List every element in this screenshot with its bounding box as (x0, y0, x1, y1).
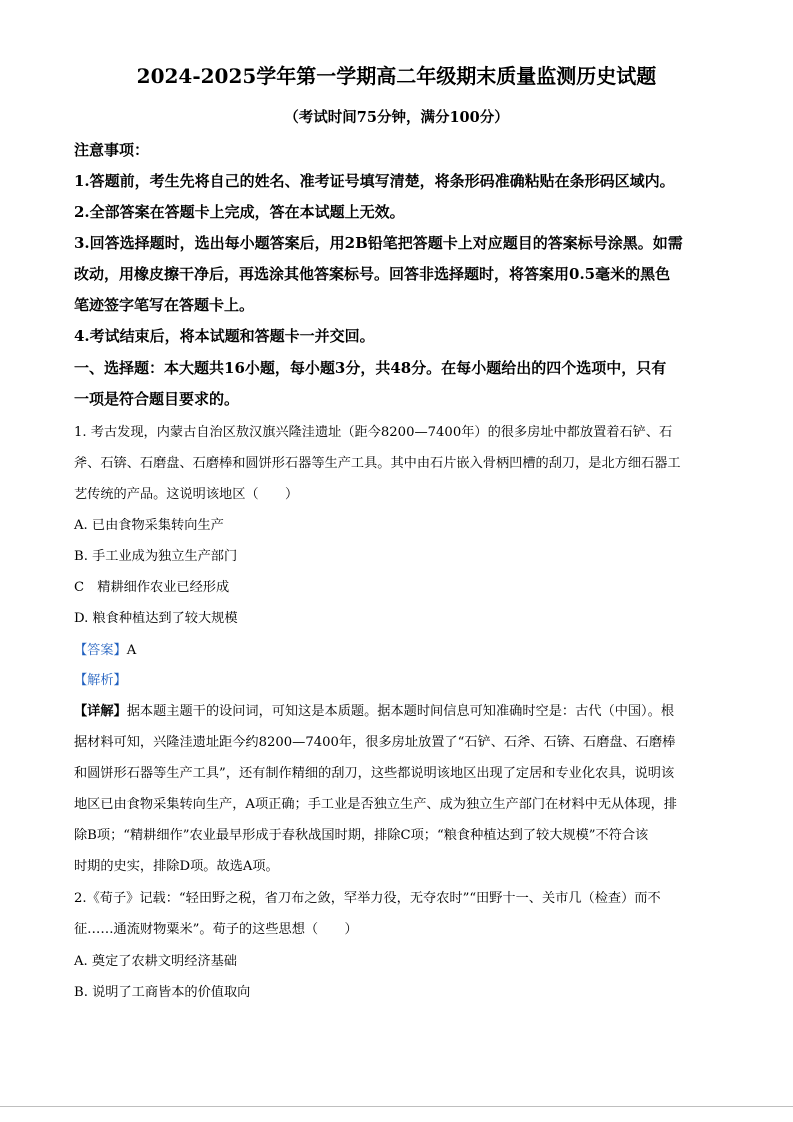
q1-detail-line-4: 地区已由食物采集转向生产，A项正确；手工业是否独立生产、成为独立生产部门在材料中无从体现，排 (74, 797, 677, 812)
note-3-line-1: 3.回答选择题时，选出每小题答案后，用2B铅笔把答题卡上对应题目的答案标号涂黑。如需 (74, 234, 683, 252)
detail-tag: 【详解】 (74, 704, 127, 719)
q1-stem-line-3: 艺传统的产品。这说明该地区（ ） (74, 487, 299, 502)
q1-option-a: A. 已由食物采集转向生产 (74, 518, 224, 533)
q1-detail-line-1 (74, 700, 674, 719)
answer-tag: 【答案】 (74, 643, 127, 658)
note-2: 2.全部答案在答题卡上完成，答在本试题上无效。 (74, 203, 405, 221)
q1-detail-line-6: 时期的史实，排除D项。故选A项。 (74, 859, 279, 874)
detail-text: 据本题主题干的设问词，可知这是本质题。据本题时间信息可知准确时空是：古代（中国）。根 (126, 704, 675, 719)
q1-stem-line-1: 1. 考古发现，内蒙古自治区敖汉旗兴隆洼遗址（距今8200—7400年）的很多房址中都放置着石铲、石 (74, 425, 673, 440)
q1-option-d: D. 粮食种植达到了较大规模 (74, 611, 238, 626)
q2-stem-line-2: 征……通流财物粟米”。荀子的这些思想（ ） (74, 922, 358, 937)
section-heading-line-2: 一项是符合题目要求的。 (74, 390, 240, 408)
q1-option-c: C 精耕细作农业已经形成 (74, 580, 230, 595)
exam-info: （考试时间75分钟，满分100分） (284, 109, 509, 126)
answer-value: A (126, 643, 137, 658)
note-3-line-2: 改动，用橡皮擦干净后，再选涂其他答案标号。回答非选择题时，将答案用0.5毫米的黑色 (74, 265, 671, 283)
q1-stem-line-2: 斧、石锛、石磨盘、石磨棒和圆饼形石器等生产工具。其中由石片嵌入骨柄凹槽的刮刀，是北方细石器工 (74, 456, 681, 471)
notes-heading: 注意事项： (74, 141, 150, 159)
q1-detail-line-5: 除B项；“精耕细作”农业最早形成于春秋战国时期，排除C项；“粮食种植达到了较大规模”不符合该 (74, 828, 649, 843)
analysis-tag: 【解析】 (74, 673, 127, 688)
q2-option-a: A. 奠定了农耕文明经济基础 (74, 954, 237, 969)
page-title: 2024-2025学年第一学期高二年级期末质量监测历史试题 (136, 64, 657, 88)
section-heading-line-1: 一、选择题：本大题共16小题，每小题3分，共48分。在每小题给出的四个选项中，只有 (74, 359, 667, 377)
note-1: 1.答题前，考生先将自己的姓名、准考证号填写清楚，将条形码准确粘贴在条形码区域内。 (74, 172, 675, 190)
q1-answer (74, 639, 136, 658)
page-bottom-rule (0, 1106, 793, 1107)
note-3-line-3: 笔迹签字笔写在答题卡上。 (74, 296, 255, 314)
q1-detail-line-2: 据材料可知，兴隆洼遗址距今约8200—7400年，很多房址放置了“石铲、石斧、石锛、石磨盘、石磨棒 (74, 735, 676, 750)
q2-stem-line-1: 2.《荀子》记载：“轻田野之税，省刀布之敛，罕举力役，无夺农时”“田野十一、关市几（检查）而不 (74, 891, 661, 906)
q2-option-b: B. 说明了工商皆本的价值取向 (74, 985, 251, 1000)
q1-analysis-tag (74, 669, 127, 688)
q1-option-b: B. 手工业成为独立生产部门 (74, 549, 238, 564)
q1-detail-line-3: 和圆饼形石器等生产工具”，还有制作精细的刮刀，这些都说明该地区出现了定居和专业化农具，说明该 (74, 766, 675, 781)
note-4: 4.考试结束后，将本试题和答题卡一并交回。 (74, 327, 375, 345)
